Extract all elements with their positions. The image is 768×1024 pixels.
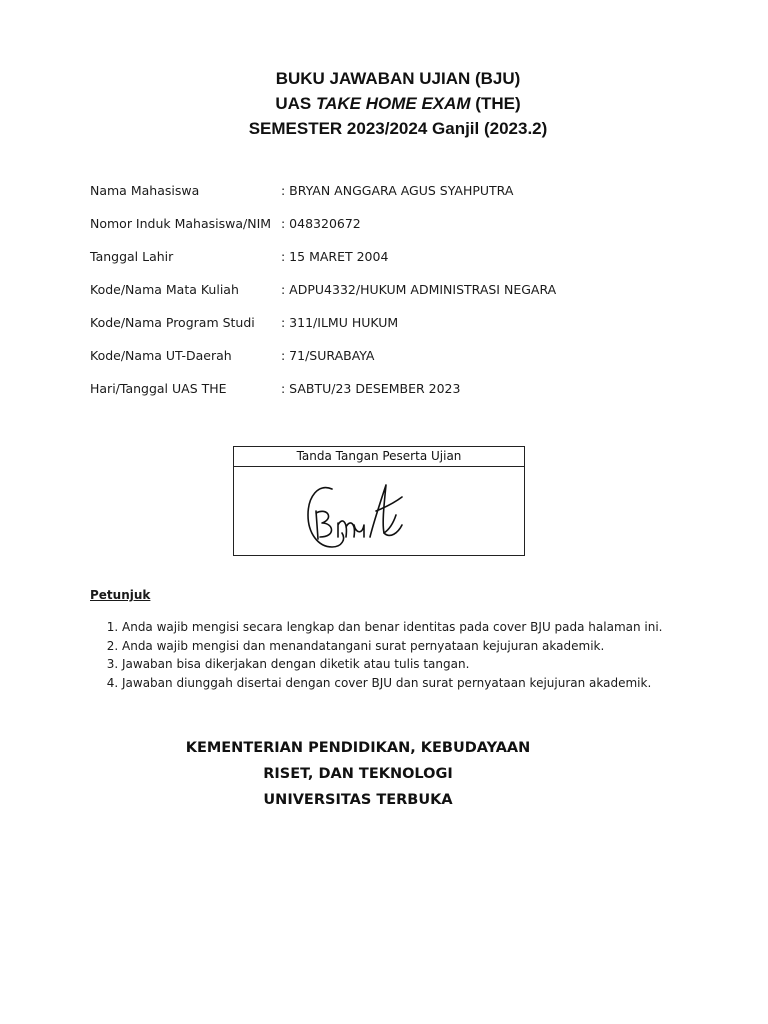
identity-label: Kode/Nama Program Studi bbox=[90, 315, 255, 330]
header-subtitle-suffix: (THE) bbox=[470, 94, 521, 113]
instructions-list bbox=[90, 618, 690, 692]
header-subtitle-italic: TAKE HOME EXAM bbox=[316, 94, 471, 113]
identity-label: Nomor Induk Mahasiswa/NIM bbox=[90, 216, 272, 231]
identity-row-program bbox=[90, 314, 710, 347]
instructions-title: Petunjuk bbox=[90, 588, 151, 602]
identity-value: : 71/SURABAYA bbox=[281, 348, 375, 363]
identity-row-course bbox=[90, 281, 710, 314]
handwritten-signature-icon bbox=[234, 467, 524, 555]
header-title: BUKU JAWABAN UJIAN (BJU) bbox=[275, 69, 521, 88]
list-item: 2. Anda wajib mengisi dan menandatangani surat pernyataan kejujuran akademik. bbox=[122, 637, 690, 656]
identity-row-birthdate bbox=[90, 248, 710, 281]
header-subtitle bbox=[0, 91, 768, 116]
identity-row-name bbox=[90, 182, 710, 215]
identity-value: : 15 MARET 2004 bbox=[281, 249, 389, 264]
university-name: UNIVERSITAS TERBUKA bbox=[263, 792, 453, 808]
identity-row-nim bbox=[90, 215, 710, 248]
signature-box bbox=[233, 446, 525, 556]
identity-value: : SABTU/23 DESEMBER 2023 bbox=[281, 381, 461, 396]
identity-label: Kode/Nama UT-Daerah bbox=[90, 348, 232, 363]
header-semester: SEMESTER 2023/2024 Ganjil (2023.2) bbox=[248, 119, 548, 138]
list-item: 1. Anda wajib mengisi secara lengkap dan benar identitas pada cover BJU pada halaman ini. bbox=[122, 618, 690, 637]
ministry-name: KEMENTERIAN PENDIDIKAN, KEBUDAYAAN bbox=[185, 740, 531, 756]
ministry-name-cont: RISET, DAN TEKNOLOGI bbox=[263, 766, 453, 782]
identity-row-region bbox=[90, 347, 710, 380]
identity-label: Hari/Tanggal UAS THE bbox=[90, 381, 227, 396]
document-header bbox=[0, 66, 768, 141]
identity-value: : 048320672 bbox=[281, 216, 361, 231]
header-subtitle-prefix: UAS bbox=[275, 94, 316, 113]
institution-footer bbox=[0, 735, 716, 813]
identity-row-exam-date bbox=[90, 380, 710, 413]
identity-label: Kode/Nama Mata Kuliah bbox=[90, 282, 239, 297]
instructions-section bbox=[90, 588, 690, 692]
identity-label: Nama Mahasiswa bbox=[90, 183, 200, 198]
identity-value: : 311/ILMU HUKUM bbox=[281, 315, 399, 330]
signature-box-title: Tanda Tangan Peserta Ujian bbox=[234, 447, 524, 467]
list-item: 3. Jawaban bisa dikerjakan dengan diketik atau tulis tangan. bbox=[122, 655, 690, 674]
identity-value: : ADPU4332/HUKUM ADMINISTRASI NEGARA bbox=[281, 282, 557, 297]
identity-table bbox=[90, 182, 710, 413]
identity-label: Tanggal Lahir bbox=[90, 249, 174, 264]
list-item: 4. Jawaban diunggah disertai dengan cover BJU dan surat pernyataan kejujuran akademik. bbox=[122, 674, 690, 693]
identity-value: : BRYAN ANGGARA AGUS SYAHPUTRA bbox=[281, 183, 514, 198]
